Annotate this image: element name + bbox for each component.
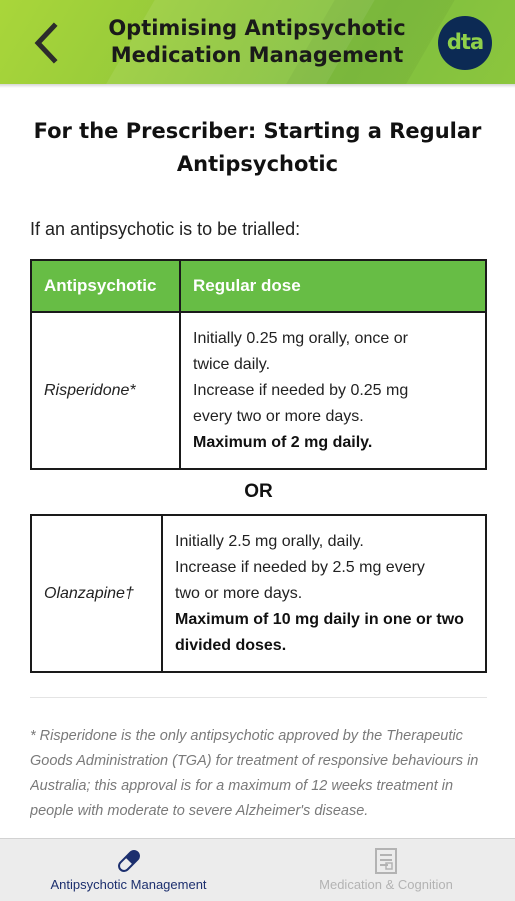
app-header: [0, 0, 515, 84]
intro-text: If an antipsychotic is to be trialled:: [30, 219, 301, 239]
page-title: For the Prescriber: Starting a Regular Antipsychotic: [33, 119, 482, 176]
table-header-row: [31, 260, 486, 312]
table-row: [31, 515, 486, 672]
pill-capsule-icon: [114, 847, 144, 875]
max-dose: Maximum of 10 mg daily in one or two divided doses.: [175, 610, 464, 654]
max-dose: Maximum of 2 mg daily.: [193, 433, 373, 451]
risperidone-dose-table: [30, 259, 487, 470]
chevron-left-icon: [22, 18, 72, 68]
or-separator: OR: [244, 481, 273, 502]
footnote: * Risperidone is the only antipsychotic approved by the Therapeutic Goods Administration (TGA) for treatment of responsive behaviours in Australia; this approval is for a maximum of 12 weeks treatment in people with moderate to severe Alzheimer's disease.: [30, 728, 479, 819]
column-header-regular-dose: Regular dose: [180, 260, 486, 312]
dose-line: Increase if needed by 0.25 mg: [193, 381, 409, 399]
table-row: [31, 312, 486, 469]
tab-label: Medication & Cognition: [319, 877, 453, 892]
drug-name-cell: Risperidone*: [31, 312, 180, 469]
drug-name-cell: Olanzapine†: [31, 515, 162, 672]
header-shadow: [0, 84, 515, 88]
dose-line: Initially 2.5 mg orally, daily.: [175, 532, 364, 550]
dose-line: twice daily.: [193, 355, 271, 373]
tab-medication-cognition[interactable]: [257, 839, 515, 901]
column-header-antipsychotic: Antipsychotic: [31, 260, 180, 312]
dose-line: Increase if needed by 2.5 mg every: [175, 558, 425, 576]
bottom-tab-bar: [0, 838, 515, 901]
app-title: Optimising Antipsychotic Medication Management: [108, 16, 406, 67]
dose-line: two or more days.: [175, 584, 303, 602]
divider: [30, 697, 487, 698]
back-button[interactable]: [22, 18, 72, 68]
olanzapine-dose-table: [30, 514, 487, 673]
dta-logo: dta: [438, 16, 492, 70]
dose-cell: [162, 515, 486, 672]
tab-antipsychotic-management[interactable]: [0, 839, 257, 901]
dose-line: every two or more days.: [193, 407, 364, 425]
document-form-icon: [373, 847, 399, 875]
dose-cell: [180, 312, 486, 469]
dose-line: Initially 0.25 mg orally, once or: [193, 329, 408, 347]
tab-label: Antipsychotic Management: [50, 877, 207, 892]
